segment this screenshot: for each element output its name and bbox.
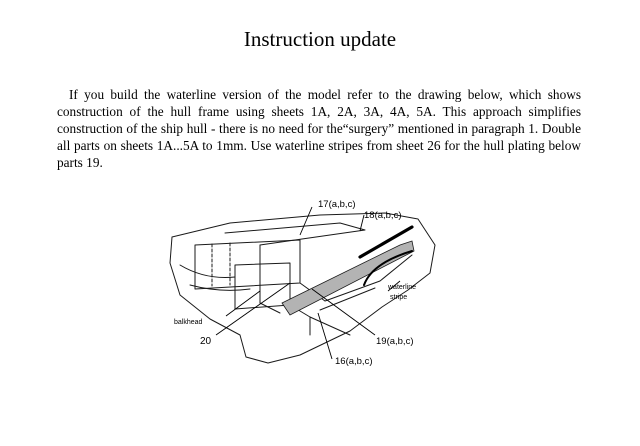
label-17: 17(a,b,c) [318, 199, 356, 210]
leader-19 [312, 289, 375, 335]
instruction-text: If you build the waterline version of the model refer to the drawing below, which shows construction of the hull frame using sheets 1A, 2A, 3A, 4A, 5A. This approach simplifies construction of the ship hull - there is no need for the“surgery” mentioned in paragraph 1. Double all parts on sheets 1A...5A to 1mm. Use waterline stripes from sheet 26 for the hull plating below parts 19. [57, 87, 581, 170]
hull-frame-drawing [150, 185, 490, 385]
frame-17-dash [212, 243, 230, 286]
leader-balkhead [226, 291, 260, 316]
leader-16 [318, 313, 332, 359]
document-title: Instruction update [243, 27, 397, 51]
instruction-paragraph [57, 86, 581, 171]
leader-17 [300, 207, 312, 235]
frame-edge [260, 303, 280, 313]
spine-18 [225, 223, 365, 245]
label-20: 20 [200, 336, 212, 347]
label-16: 16(a,b,c) [335, 356, 373, 367]
hull-frame-svg [150, 185, 490, 385]
label-19: 19(a,b,c) [376, 336, 414, 347]
part-16 [310, 317, 350, 335]
label-18: 18(a,b,c) [364, 210, 402, 221]
label-stripe: stripe [390, 294, 408, 301]
label-balkhead: balkhead [174, 319, 203, 326]
label-waterline: waterline [388, 284, 417, 291]
waterline-stripe [282, 241, 417, 315]
hull-contour-line [180, 265, 235, 278]
